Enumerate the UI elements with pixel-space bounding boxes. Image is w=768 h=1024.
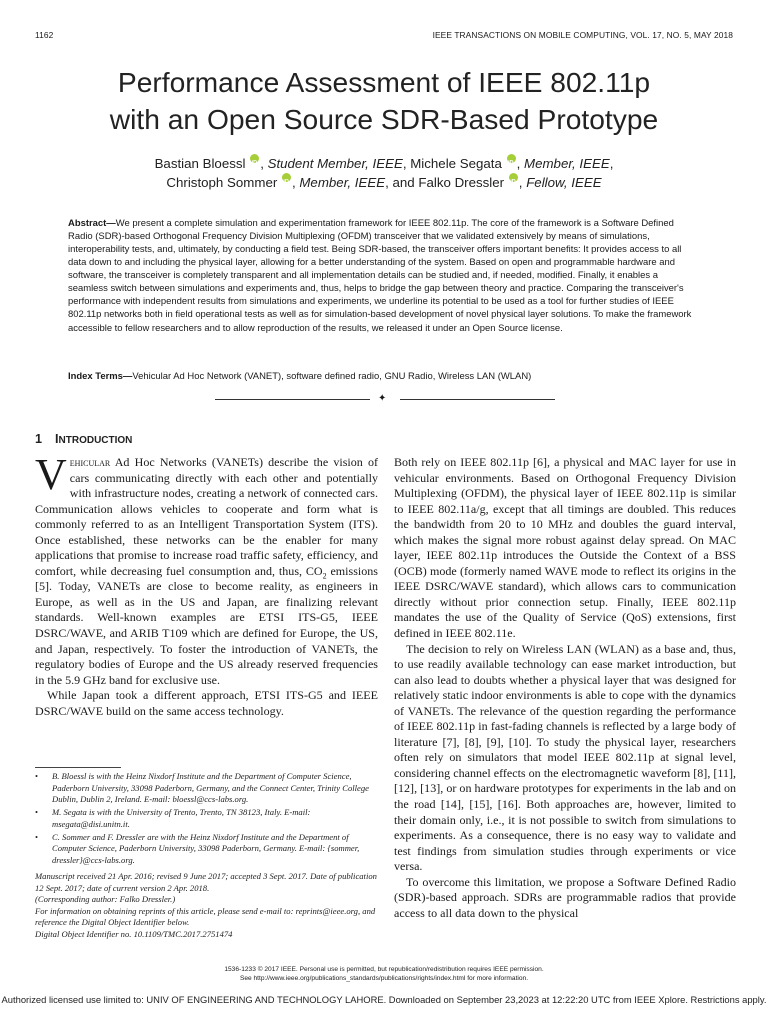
footnote-item: • C. Sommer and F. Dressler are with the Heinz Nixdorf Institute and the Department of Computer Science, Paderborn University, 33098 Paderborn, Germany. E-mail: {sommer, dressler}@ccs-labs.org. [35,832,378,867]
footnotes [35,771,378,940]
author-name: Falko Dressler [418,175,505,190]
page-number: 1162 [35,30,54,40]
author-affiliation: Fellow, IEEE [526,175,602,190]
title-line-2: with an Open Source SDR-Based Prototype [109,103,659,135]
abstract [68,217,700,335]
subscript: 2 [322,571,327,581]
section-heading [35,432,132,446]
author-name: Christoph Sommer [166,175,278,190]
paragraph-text: emissions [5]. Today, VANETs are close to become reality, as engineers in Europe, as well as in the US and Japan, are finalizing relevant standards. Well-known examples are ETSI ITS-G5, IEEE DSRC/WAVE, and ARIB T109 which are defined for Europe, the US, and Japan, respectively. To foster the introduction of VANETs, the regulatory bodies of Europe and the US already reserved frequencies in the 5.9 GHz band for exclusive use. [35,563,378,687]
footnote-item: • B. Bloessl is with the Heinz Nixdorf Institute and the Department of Computer Science, Paderborn University, 33098 Paderborn, Germany, and the Connect Center, Trinity College Dublin, Dublin 2, Ireland. E-mail: bloessl@ccs-labs.org. [35,771,378,806]
author-affiliation: Student Member, IEEE [267,156,403,171]
index-terms-text: Vehicular Ad Hoc Network (VANET), software defined radio, GNU Radio, Wireless LAN (WLAN) [132,371,532,382]
paragraph: Both rely on IEEE 802.11p [6], a physical and MAC layer for use in vehicular environments. Based on Orthogonal Frequency Division Multiplexing (OFDM), the physical layer of IEEE 802.11p is similar to IEEE 802.11a/g, except that all timings are doubled. This reduces the bandwidth from 20 to 10 MHz and doubles the guard interval, which makes the signal more robust against delay spread. On MAC layer, IEEE 802.11p introduces the Outside the Context of a BSS (OCB) mode (formerly named WAVE mode to reflect its origins in the IEEE DSRC/WAVE standard), which allows cars to communication directly without prior connection setup. Finally, IEEE 802.11p mandates the use of the Quality of Service (QoS) extensions, first defined in IEEE 802.11e. [394,455,736,641]
running-header: IEEE TRANSACTIONS ON MOBILE COMPUTING, VOL. 17, NO. 5, MAY 2018 [432,30,733,40]
paragraph: To overcome this limitation, we propose a Software Defined Radio (SDR)-based approach. SDRs are programmable radios that provide access to all data down to the physical [394,874,736,920]
rights-link[interactable]: See http://www.ieee.org/publications_standards/publications/rights/index.html for more information. [239,974,529,982]
author-name: Michele Segata [410,156,502,171]
paragraph [35,450,378,688]
footnote-item: • M. Segata is with the University of Trento, Trento, TN 38123, Italy. E-mail: msegata@disi.unitn.it. [35,807,378,830]
author-name: Bastian Bloessl [154,156,246,171]
author-affiliation: Member, IEEE [299,175,386,190]
reprint-info: For information on obtaining reprints of this article, please send e-mail to: reprints@ieee.org, and reference the Digital Object Identifier below. [35,905,376,927]
copyright-line: 1536-1233 © 2017 IEEE. Personal use is permitted, but republication/redistribution requires IEEE permission. [224,966,544,973]
orcid-icon[interactable] [250,154,259,163]
divider-diamond-icon: ✦ [378,393,387,404]
license-watermark: Authorized licensed use limited to: UNIV OF ENGINEERING AND TECHNOLOGY LAHORE. Downloaded on September 23,2023 at 12:22:20 UTC from IEEE Xplore. Restrictions apply. [1,994,767,1005]
author-conjunction: and [392,175,415,190]
right-column [394,455,736,921]
paragraph-text: Ad Hoc Networks (VANETs) describe the vision of cars communicating directly with each other and potentially with infrastructure nodes, creating a network of connected cars. Communication allows vehicles to cooperate and form what is commonly referred to as an Intelligent Transportation System (ITS). Once established, these networks can be the enabler for many applications that promise to increase road traffic safety, efficiency, and comfort, while decreasing fuel consumption and, thus, CO [35,455,378,578]
section-divider-left [215,399,370,400]
manuscript-info [35,871,378,940]
copyright-notice [0,966,768,983]
doi: Digital Object Identifier no. 10.1109/TMC.2017.2751474 [35,928,233,939]
section-title-initial: I [55,432,59,446]
paragraph: While Japan took a different approach, ETSI ITS-G5 and IEEE DSRC/WAVE build on the same access technology. [35,688,378,718]
index-terms [68,370,700,383]
drop-cap: V [35,450,67,499]
left-column [35,450,378,719]
orcid-icon[interactable] [507,154,516,163]
footnote-rule [35,767,121,768]
title-line-1: Performance Assessment of IEEE 802.11p [117,66,651,98]
smallcaps-word: ehicular [69,455,111,469]
corresponding-author: (Corresponding author: Falko Dressler.) [35,894,176,904]
orcid-icon[interactable] [282,173,291,182]
abstract-text: We present a complete simulation and experimentation framework for IEEE 802.11p. The core of the framework is a Software Defined Radio (SDR)-based Orthogonal Frequency Division Multiplexing (OFDM) transceiver that we validated extensively by means of simulations, interoperability tests, and, ultimately, by conducting a field test. Being SDR-based, the transceiver offers important benefits: It provides access to all data down to and including the physical layer, allowing for a better understanding of the system. Based on open and programmable hardware and software, the transceiver is completely transparent and all implementation details can be studied and, if needed, modified. Finally, it enables a seamless switch between simulations and experiments and, thus, helps to bridge the gap between theory and practice. Comparing the transceiver's performance with independent results from simulations and experiments, we underline its potential to be used as a tool for further studies of IEEE 802.11p networks both in field operational tests as well as for simulation-based development of novel physical layer solutions. To make the framework accessible to fellow researchers and to allow reproduction of the results, we released it under an Open Source license. [68,218,692,334]
paper-title [0,64,768,138]
abstract-label: Abstract— [68,218,116,229]
section-divider-right [400,399,555,400]
paragraph: The decision to rely on Wireless LAN (WLAN) as a base and, thus, to use readily available technology can ease market introduction, but can also lead to doubts whether a physical layer that was designed for relatively static indoor environments is able to cope with the dynamics of VANETs. The relevance of the question regarding the performance of IEEE 802.11p in fast-fading channels is reflected by a large body of literature [7], [8], [9], [10]. To study the physical layer, researchers often rely on simulators that model IEEE 802.11p at signal level, considering channel effects on the electromagnetic waveform [8], [11], [12], [13], or on hardware prototypes for experiments in the lab and on the road [14], [15], [16]. Both approaches are, however, limited to their domain only, i.e., it is not possible to switch from simulations to experiments. As a consequence, there is no easy way to validate and test findings from simulation studies through experiments or vice versa. [394,641,736,874]
author-list [0,154,768,192]
index-terms-label: Index Terms— [68,371,133,382]
section-number: 1 [35,432,43,446]
author-affiliation: Member, IEEE [524,156,610,171]
author-line-2: Christoph Sommer iD , Member, IEEE, and Falko Dressler iD , Fellow, IEEE [0,173,768,192]
section-title-rest: NTRODUCTION [58,435,133,446]
orcid-icon[interactable] [509,173,518,182]
author-line-1: Bastian Bloessl iD , Student Member, IEEE, Michele Segata iD , Member, IEEE, [0,154,768,173]
manuscript-dates: Manuscript received 21 Apr. 2016; revised 9 June 2017; accepted 3 Sept. 2017. Date of publication 12 Sept. 2017; date of current version 2 Apr. 2018. [35,871,377,893]
